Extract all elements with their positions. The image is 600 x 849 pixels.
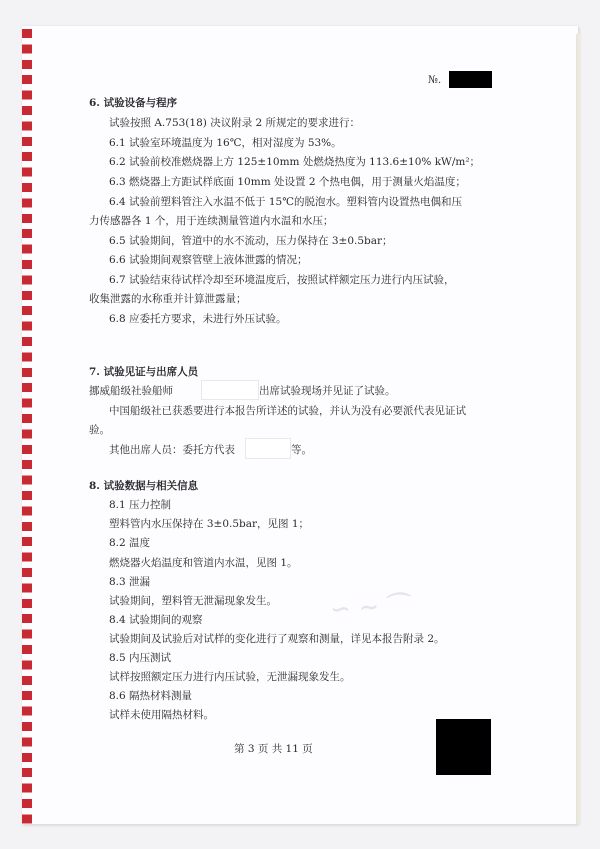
- section-6-heading: 6. 试验设备与程序: [89, 97, 178, 109]
- witness-line-end: 出席试验现场并见证了试验。: [259, 385, 396, 397]
- item-6-1: 6.1 试验室环境温度为 16℃，相对湿度为 53%。: [109, 137, 342, 149]
- item-6-7-line2: 收集泄露的水称重并计算泄露量；: [89, 293, 247, 305]
- item-8-2-text: 燃烧器火焰温度和管道内水温，见图 1。: [109, 557, 298, 569]
- spiral-binding: [22, 26, 32, 824]
- witness-line-start: 挪威船级社验船师: [89, 385, 173, 397]
- item-6-7-line1: 6.7 试验结束待试样冷却至环境温度后，按照试样额定压力进行内压试验，: [109, 274, 455, 286]
- section-7-heading: 7. 试验见证与出席人员: [89, 366, 199, 378]
- item-8-6-text: 试样未使用隔热材料。: [109, 709, 214, 721]
- item-8-4-text: 试验期间及试验后对试样的变化进行了观察和测量，详见本报告附录 2。: [109, 633, 445, 645]
- item-6-5: 6.5 试验期间，管道中的水不流动，压力保持在 3±0.5bar；: [109, 235, 393, 247]
- item-6-4-line1: 6.4 试验前塑料管注入水温不低于 15℃的脱泡水。塑料管内设置热电偶和压: [109, 196, 462, 208]
- item-8-2-heading: 8.2 温度: [109, 537, 151, 549]
- item-8-4-heading: 8.4 试验期间的观察: [109, 614, 203, 626]
- ccs-line2: 验。: [89, 424, 110, 436]
- section-8-heading: 8. 试验数据与相关信息: [89, 480, 199, 492]
- item-8-5-heading: 8.5 内压测试: [109, 652, 172, 664]
- faint-stamp: ∽ ∼ ⌒: [329, 589, 413, 624]
- report-number-label: №.: [428, 74, 442, 86]
- item-8-6-heading: 8.6 隔热材料测量: [109, 690, 193, 702]
- item-8-1-heading: 8.1 压力控制: [109, 499, 172, 511]
- item-6-6: 6.6 试验期间观察管壁上液体泄露的情况；: [109, 254, 308, 266]
- redacted-seal: [436, 719, 491, 775]
- item-6-8: 6.8 应委托方要求，未进行外压试验。: [109, 313, 287, 325]
- item-8-5-text: 试样按照额定压力进行内压试验，无泄漏现象发生。: [109, 671, 351, 683]
- item-6-3: 6.3 燃烧器上方距试样底面 10mm 处设置 2 个热电偶，用于测量火焰温度；: [109, 176, 466, 188]
- redacted-client-rep: [245, 438, 291, 459]
- page-number: 第 3 页 共 11 页: [234, 743, 313, 755]
- item-8-3-heading: 8.3 泄漏: [109, 576, 151, 588]
- page-edge: [576, 34, 580, 824]
- item-8-3-text: 试验期间，塑料管无泄漏现象发生。: [109, 595, 277, 607]
- attendees-start: 其他出席人员：委托方代表: [109, 444, 235, 456]
- item-6-2: 6.2 试验前校准燃烧器上方 125±10mm 处燃烧热度为 113.6±10% kW/m²；: [109, 156, 481, 168]
- ccs-line1: 中国船级社已获悉要进行本报告所详述的试验，并认为没有必要派代表见证试: [109, 405, 466, 417]
- section-6-intro: 试验按照 A.753(18) 决议附录 2 所规定的要求进行：: [109, 117, 361, 129]
- item-6-4-line2: 力传感器各 1 个，用于连续测量管道内水温和水压；: [89, 215, 334, 227]
- attendees-end: 等。: [291, 444, 312, 456]
- item-8-1-text: 塑料管内水压保持在 3±0.5bar，见图 1；: [109, 518, 310, 530]
- redacted-surveyor-name: [201, 380, 259, 400]
- redacted-number: [449, 71, 492, 88]
